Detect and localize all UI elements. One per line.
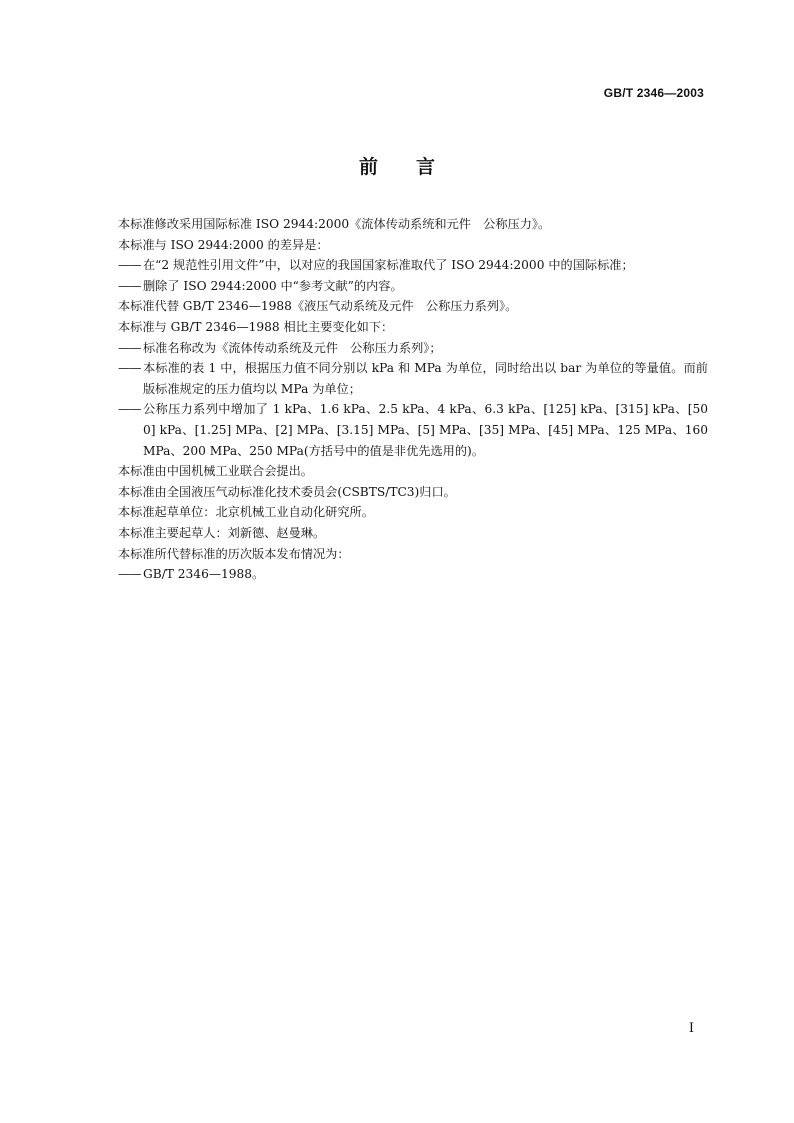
paragraph: 本标准代替 GB/T 2346—1988《液压气动系统及元件 公称压力系列》。 [118, 299, 518, 314]
list-dash: —— [118, 340, 141, 355]
paragraph: 本标准由全国液压气动标准化技术委员会(CSBTS/TC3)归口。 [118, 484, 456, 499]
paragraph: 本标准修改采用国际标准 ISO 2944:2000《流体传动系统和元件 公称压力》。 [118, 217, 551, 231]
paragraph: 本标准与 ISO 2944:2000 的差异是： [118, 237, 329, 252]
list-item-text: 删除了 ISO 2944:2000 中“参考文献”的内容。 [143, 278, 403, 293]
list-item-text: 公称压力系列中增加了 1 kPa、1.6 kPa、2.5 kPa、4 kPa、6.3 kPa、[125] kPa、[315] kPa、[500] kPa、[1.25] MPa、[2] MPa、[3.15] MPa、[5] MPa、[35] MPa、[45] MPa、125 MPa、160 MPa、200 MPa、250 MPa(方括号中的值是非优先选用的)。 [143, 402, 708, 458]
foreword-body [118, 214, 708, 585]
list-item-text: 标准名称改为《流体传动系统及元件 公称压力系列》； [143, 340, 442, 355]
list-item [118, 338, 708, 359]
paragraph: 本标准由中国机械工业联合会提出。 [118, 464, 313, 479]
page-title: 前言 [358, 156, 473, 178]
list-item [118, 358, 708, 399]
page-number: I [688, 1021, 694, 1036]
list-item-text: GB/T 2346—1988。 [143, 567, 265, 582]
paragraph: 本标准主要起草人：刘新德、赵曼琳。 [118, 525, 326, 540]
list-item [118, 276, 708, 297]
paragraph: 本标准起草单位：北京机械工业自动化研究所。 [118, 505, 374, 520]
list-dash: —— [118, 402, 141, 417]
list-item-text: 本标准的表 1 中，根据压力值不同分别以 kPa 和 MPa 为单位，同时给出以 bar 为单位的等量值。而前版标准规定的压力值均以 MPa 为单位； [143, 361, 708, 396]
list-dash: —— [118, 567, 141, 582]
list-dash: —— [118, 258, 141, 273]
paragraph: 本标准所代替标准的历次版本发布情况为： [118, 546, 350, 561]
list-item [118, 255, 708, 276]
list-dash: —— [118, 361, 141, 376]
list-item [118, 399, 708, 461]
list-item [118, 564, 708, 585]
list-item-text: 在“2 规范性引用文件”中，以对应的我国国家标准取代了 ISO 2944:2000 中的国际标准； [143, 258, 634, 273]
paragraph: 本标准与 GB/T 2346—1988 相比主要变化如下： [118, 319, 394, 334]
list-dash: —— [118, 278, 141, 293]
standard-code: GB/T 2346—2003 [603, 86, 704, 100]
